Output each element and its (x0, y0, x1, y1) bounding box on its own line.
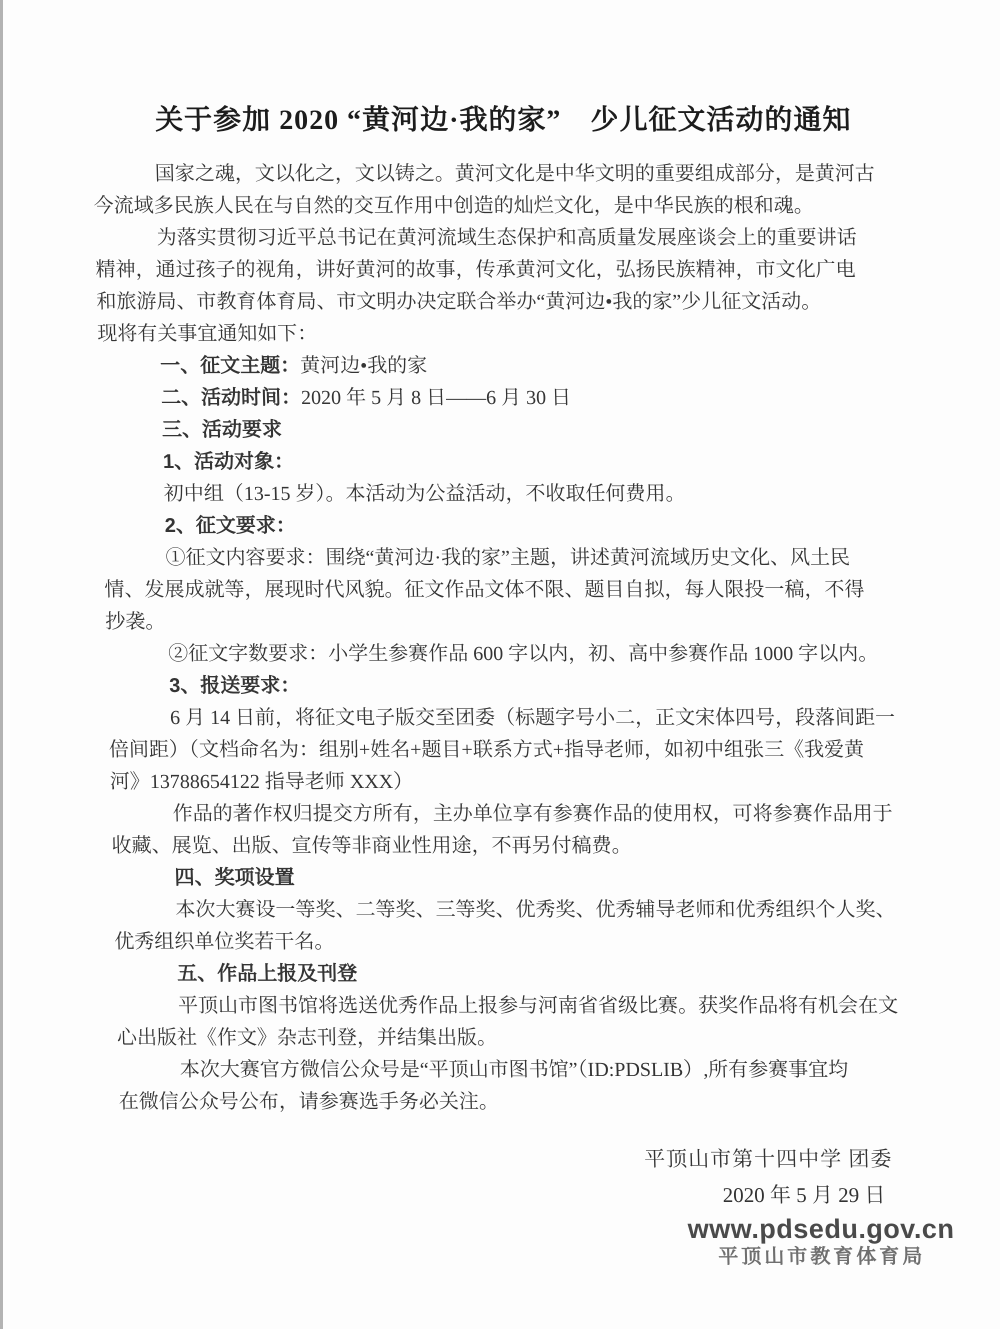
doc-line (115, 958, 968, 990)
doc-text-segment: 和旅游局、市教育体育局、市文明办决定联合举办“黄河边•我的家”少儿征文活动。 (96, 291, 822, 313)
doc-line (103, 542, 956, 574)
doc-heading-segment: 3、报送要求： (168, 675, 301, 697)
doc-line (94, 222, 947, 254)
doc-line (116, 990, 969, 1022)
doc-line (101, 478, 954, 510)
doc-line (106, 638, 959, 670)
doc-line (93, 190, 946, 222)
doc-text-segment: 2020 年 5 月 8 日——6 月 30 日 (300, 387, 572, 409)
watermark-url: www.pdsedu.gov.cn (687, 1214, 955, 1244)
doc-text-segment: 抄袭。 (105, 611, 166, 633)
doc-text-segment: 平顶山市图书馆将选送优秀作品上报参与河南省省级比赛。获奖作品将有机会在文 (177, 995, 899, 1017)
document-title: 关于参加 2020 “黄河边·我的家” 少儿征文活动的通知 (154, 105, 852, 136)
doc-text-segment: ①征文内容要求：围绕“黄河边·我的家”主题，讲述黄河流域历史文化、风土民 (165, 547, 851, 569)
doc-heading-segment: 四、奖项设置 (174, 867, 295, 889)
doc-text-segment: 作品的著作权归提交方所有，主办单位享有参赛作品的使用权，可将参赛作品用于 (172, 803, 894, 825)
doc-line (104, 574, 957, 606)
website-watermark (687, 1214, 955, 1271)
signature-block (32, 1142, 1000, 1214)
doc-text-segment: 在微信公众号公布，请参赛选手务必关注。 (118, 1091, 500, 1113)
doc-heading-segment: 五、作品上报及刊登 (176, 963, 358, 985)
doc-line (107, 670, 960, 702)
doc-line (92, 158, 945, 190)
doc-heading-segment: 2、征文要求： (164, 515, 297, 537)
doc-heading-segment: 一、征文主题： (159, 355, 301, 377)
doc-text-segment: 精神，通过孩子的视角，讲好黄河的故事，传承黄河文化，弘扬民族精神，市文化广电 (95, 259, 856, 281)
doc-line (112, 862, 965, 894)
doc-line (118, 1086, 971, 1118)
doc-text-segment: 情、发展成就等，展现时代风貌。征文作品文体不限、题目自拟，每人限投一稿，不得 (104, 579, 865, 601)
doc-line (102, 510, 955, 542)
doc-line (105, 606, 958, 638)
doc-text-segment: 国家之魂，文以化之，文以铸之。黄河文化是中华文明的重要组成部分，是黄河古 (154, 163, 876, 185)
doc-text-segment: 为落实贯彻习近平总书记在黄河流域生态保护和高质量发展座谈会上的重要讲话 (156, 227, 857, 249)
doc-line (113, 894, 966, 926)
doc-line (96, 286, 949, 318)
scan-edge-line (0, 0, 3, 1329)
doc-text-segment: 6 月 14 日前，将征文电子版交至团委（标题字号小二，正文宋体四号，段落间距一 (169, 707, 896, 729)
doc-line (99, 382, 952, 414)
doc-line (111, 830, 964, 862)
doc-text-segment: 初中组（13-15 岁）。本活动为公益活动，不收取任何费用。 (163, 483, 686, 505)
doc-line (110, 798, 963, 830)
doc-text-segment: 优秀组织单位奖若干名。 (114, 931, 335, 953)
doc-heading-segment: 二、活动时间： (160, 387, 302, 409)
doc-line (114, 926, 967, 958)
doc-heading-segment: 三、活动要求 (161, 419, 283, 441)
doc-line (97, 318, 950, 350)
doc-text-segment: 黄河边•我的家 (299, 355, 428, 377)
document-body (4, 138, 1000, 1118)
doc-line (98, 350, 951, 382)
doc-text-segment: 现将有关事宜通知如下： (97, 323, 318, 345)
doc-line (109, 766, 962, 798)
doc-text-segment: ②征文字数要求：小学生参赛作品 600 字以内，初、高中参赛作品 1000 字以内。 (167, 643, 879, 665)
doc-line (117, 1054, 970, 1086)
doc-text-segment: 本次大赛设一等奖、二等奖、三等奖、优秀奖、优秀辅导老师和优秀组织个人奖、 (175, 899, 896, 921)
doc-text-segment: 心出版社《作文》杂志刊登，并结集出版。 (116, 1027, 498, 1049)
doc-line (95, 254, 948, 286)
signature-org: 平顶山市第十四中学 团委 (643, 1147, 893, 1171)
doc-text-segment: 倍间距）（文档命名为：组别+姓名+题目+联系方式+指导老师，如初中组张三《我爱黄 (108, 739, 865, 761)
doc-line (100, 414, 953, 446)
doc-line (109, 734, 962, 766)
watermark-org: 平顶山市教育体育局 (718, 1246, 926, 1268)
doc-line (108, 702, 961, 734)
doc-text-segment: 本次大赛官方微信公众号是“平顶山市图书馆”（ID:PDSLIB）,所有参赛事宜均 (179, 1059, 849, 1081)
doc-line (117, 1022, 970, 1054)
doc-line (100, 446, 953, 478)
doc-heading-segment: 1、活动对象： (162, 451, 295, 473)
doc-text-segment: 收藏、展览、出版、宣传等非商业性用途，不再另付稿费。 (111, 835, 632, 857)
signature-date: 2020 年 5 月 29 日 (722, 1183, 886, 1207)
doc-text-segment: 今流域多民族人民在与自然的交互作用中创造的灿烂文化，是中华民族的根和魂。 (93, 195, 815, 217)
doc-text-segment: 河》13788654122 指导老师 XXX） (109, 771, 414, 793)
